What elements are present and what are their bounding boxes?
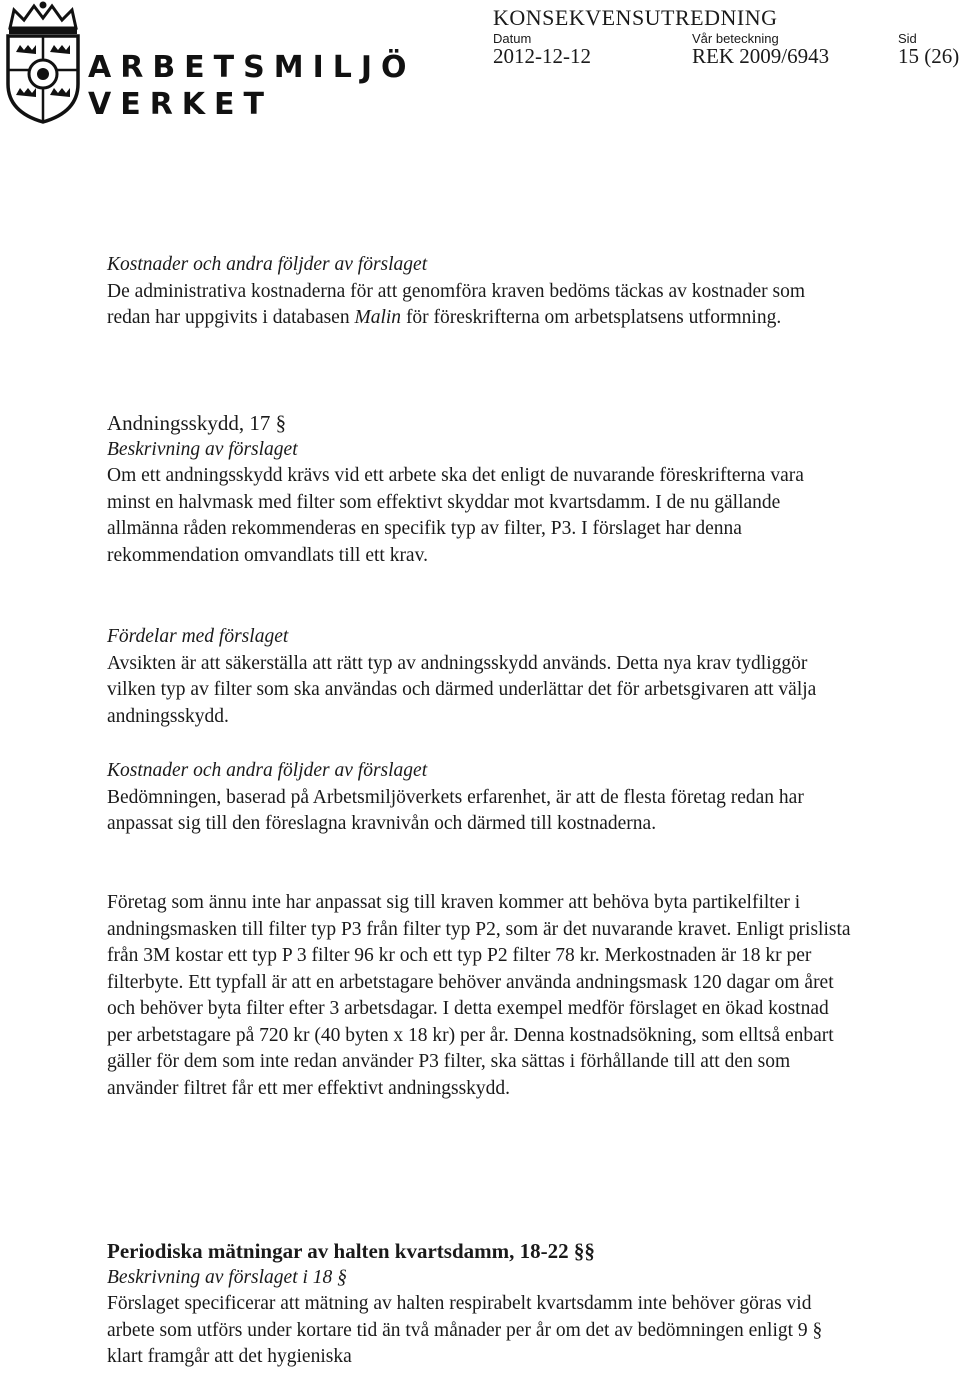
subheading-description: Beskrivning av förslaget i 18 § (107, 1266, 347, 1288)
section-costs-workplace (107, 252, 852, 332)
section-costs (107, 758, 852, 838)
section-respiratory-protection (107, 410, 852, 569)
document-type: KONSEKVENSUTREDNING (493, 5, 778, 30)
section-title: Andningsskydd, 17 § (107, 411, 287, 435)
section-title: Periodiska mätningar av halten kvartsdamm, 18-22 §§ (107, 1239, 595, 1263)
section-periodic-measurements (107, 1238, 852, 1371)
body-paragraph: Avsikten är att säkerställa att rätt typ av andningsskydd används. Detta nya krav tydliggör vilken typ av filter som ska användas och därmed underlättar det för arbetsgivaren att välja andningsskydd. (107, 652, 817, 727)
agency-logo (0, 0, 416, 130)
body-paragraph: Om ett andningsskydd krävs vid ett arbete ska det enligt de nuvarande föreskrifterna vara minst en halvmask med filter som effektivt skyddar mot kvartsdamm. I de nu gällande allmänna råden rekommenderas en specifik typ av filter, P3. I förslaget har denna rekommendation omvandlats till ett krav. (107, 465, 804, 566)
org-name-line1: ARBETSMILJÖ (88, 50, 416, 85)
reference-value: REK 2009/6943 (692, 44, 830, 68)
body-paragraph: Förslaget specificerar att mätning av halten respirabelt kvartsdamm inte behöver göras vid arbete som utförs under kortare tid än två månader per år om det av bedömningen enligt 9 § klart framgår att det hygieniska (107, 1293, 823, 1367)
section-costs-example (107, 890, 852, 1102)
body-paragraph: Bedömningen, baserad på Arbetsmiljöverkets erfarenhet, är att de flesta företag redan har anpassat sig till den föreslagna kravnivån och därmed till kostnaderna. (107, 786, 804, 834)
org-name-line2: VERKET (88, 87, 274, 122)
section-heading: Kostnader och andra följder av förslaget (107, 254, 428, 275)
subheading-costs: Kostnader och andra följder av förslaget (107, 760, 428, 781)
coat-of-arms-icon (0, 0, 86, 126)
page-number: 15 (26) (898, 44, 960, 68)
date-value: 2012-12-12 (493, 44, 591, 68)
section-advantages (107, 624, 852, 730)
subheading-advantages: Fördelar med förslaget (107, 626, 289, 647)
body-paragraph: Företag som ännu inte har anpassat sig till kraven kommer att behöva byta partikelfilter i andningsmasken till filter typ P3 från filter typ P2, som är det nuvarande kravet. Enligt prislista från 3M kostar ett typ P 3 filter 96 kr och ett typ P2 filter 78 kr. Merkostnaden är 18 kr per filterbyte. Ett typfall är att en arbetstagare behöver använda andningsmask 120 dagar om året och behöver byta filter efter 3 arbetsdagar. I detta exempel medför förslaget en ökad kostnad per arbetstagare på 720 kr (40 byten x 18 kr) per år. Denna kostnadsökning, som elltså enbart gäller för dem som inte redan använder P3 filter, ska sättas i förhållande till att den som använder filtret får ett mer effektivt andningsskydd. (107, 892, 851, 1099)
date-label: Datum (493, 31, 532, 46)
body-paragraph: De administrativa kostnaderna för att genomföra kraven bedöms täckas av kostnader som redan har uppgivits i databasen Malin för föreskrifterna om arbetsplatsens utformning. (107, 280, 805, 328)
reference-label: Vår beteckning (692, 31, 779, 46)
subheading-description: Beskrivning av förslaget (107, 438, 298, 460)
page-label: Sid (898, 31, 917, 46)
